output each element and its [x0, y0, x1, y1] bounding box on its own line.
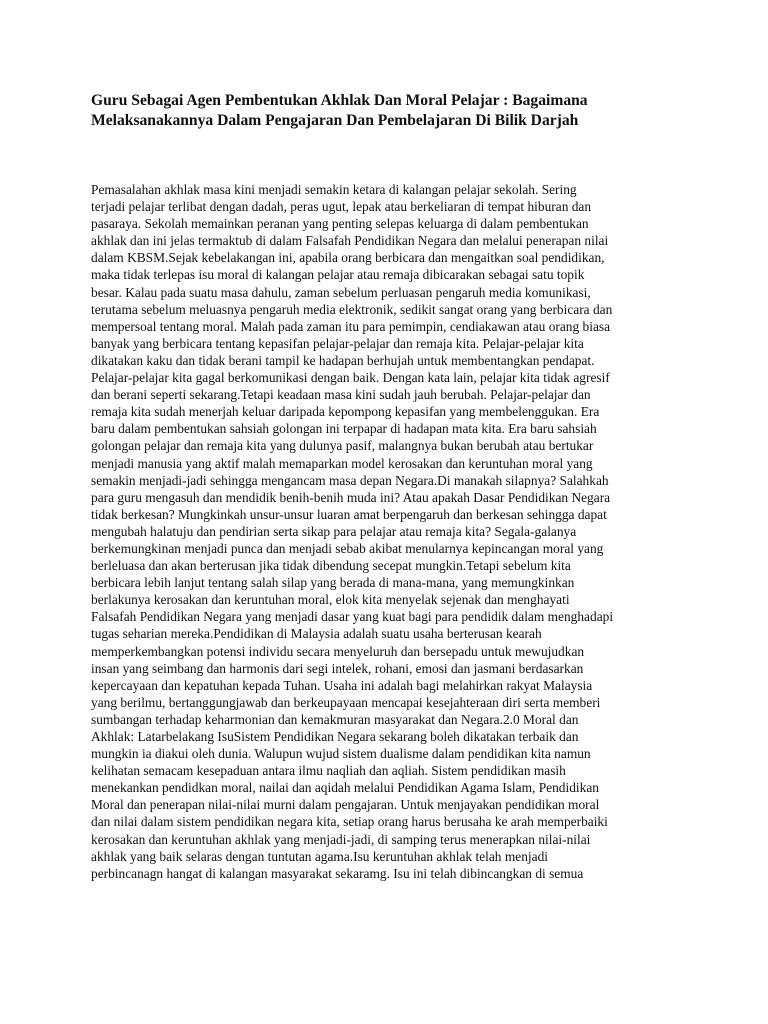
- body-line: kerosakan dan keruntuhan akhlak yang menjadi-jadi, di samping terus menerapkan nilai-nilai: [91, 831, 591, 847]
- body-line: akhlak yang baik selaras dengan tuntutan agama.Isu keruntuhan akhlak telah menjadi: [91, 848, 548, 864]
- body-line: Falsafah Pendidikan Negara yang menjadi dasar yang kuat bagi para pendidik dalam menghadapi: [91, 609, 614, 625]
- body-line: baru dalam pembentukan sahsiah golongan ini terpapar di hadapan mata kita. Era baru sahsiah: [91, 421, 597, 437]
- body-line: tugas seharian mereka.Pendidikan di Malaysia adalah suatu usaha berterusan kearah: [91, 626, 542, 642]
- body-line: golongan pelajar dan remaja kita yang dulunya pasif, malangnya bukan berubah atau bertukar: [91, 438, 594, 454]
- body-line: kepercayaan dan kepatuhan kepada Tuhan. Usaha ini adalah bagi melahirkan rakyat Malaysia: [91, 677, 593, 693]
- body-line: banyak yang berbicara tentang kepasifan pelajar-pelajar dan remaja kita. Pelajar-pelajar kita: [91, 335, 584, 351]
- body-line: kelihatan semacam kesepaduan antara ilmu naqliah dan aqliah. Sistem pendidikan masih: [91, 763, 566, 779]
- body-line: berkemungkinan menjadi punca dan menjadi sebab akibat menularnya kepincangan moral yang: [91, 540, 604, 556]
- body-line: perbincanagn hangat di kalangan masyarakat sekaramg. Isu ini telah dibincangkan di semua: [91, 865, 584, 881]
- body-line: dikatakan kaku dan tidak berani tampil ke hadapan berhujah untuk membentangkan pendapat.: [91, 352, 595, 368]
- body-line: pasaraya. Sekolah memainkan peranan yang penting selepas keluarga di dalam pembentukan: [91, 216, 589, 232]
- document-title: [91, 91, 691, 131]
- body-line: maka tidak terlepas isu moral di kalangan pelajar atau remaja dibicarakan sebagai satu topik: [91, 267, 585, 283]
- body-line: Pemasalahan akhlak masa kini menjadi semakin ketara di kalangan pelajar sekolah. Sering: [91, 182, 577, 197]
- body-line: terutama sebelum meluasnya pengaruh media elektronik, sedikit sangat orang yang berbicara dan: [91, 301, 613, 317]
- body-line: menekankan pendidkan moral, nailai dan aqidah melalui Pendidikan Agama Islam, Pendidikan: [91, 780, 599, 796]
- body-line: tidak berkesan? Mungkinkah unsur-unsur luaran amat berpengaruh dan berkesan sehingga dapat: [91, 506, 607, 522]
- body-line: semakin menjadi-jadi sehingga mengancam masa depan Negara.Di manakah silapnya? Salahkah: [91, 472, 609, 488]
- body-line: berleluasa dan akan berterusan jika tidak dibendung secepat mungkin.Tetapi sebelum kita: [91, 558, 571, 574]
- title-line: Guru Sebagai Agen Pembentukan Akhlak Dan Moral Pelajar : Bagaimana: [91, 92, 588, 109]
- body-line: mengubah halatuju dan pendirian serta sikap para pelajar atau remaja kita? Segala-galanya: [91, 523, 577, 539]
- body-line: mempersoal tentang moral. Malah pada zaman itu para pemimpin, cendiakawan atau orang biasa: [91, 318, 611, 334]
- body-line: memperkembangkan potensi individu secara menyeluruh dan bersepadu untuk mewujudkan: [91, 643, 585, 659]
- body-line: remaja kita sudah menerjah keluar daripada kepompong kepasifan yang membelenggukan. Era: [91, 404, 600, 420]
- body-line: insan yang seimbang dan harmonis dari segi intelek, rohani, emosi dan jasmani berdasarkan: [91, 660, 584, 676]
- document-body: [91, 181, 691, 882]
- body-line: terjadi pelajar terlibat dengan dadah, peras ugut, lepak atau berkeliaran di tempat hiburan dan: [91, 199, 592, 215]
- body-line: Moral dan penerapan nilai-nilai murni dalam pengajaran. Untuk menjayakan pendidikan moral: [91, 797, 600, 813]
- body-line: para guru mengasuh dan mendidik benih-benih muda ini? Atau apakah Dasar Pendidikan Negara: [91, 489, 611, 505]
- body-line: akhlak dan ini jelas termaktub di dalam Falsafah Pendidikan Negara dan melalui penerapan nilai: [91, 233, 609, 249]
- body-line: besar. Kalau pada suatu masa dahulu, zaman sebelum perluasan pengaruh media komunikasi,: [91, 284, 591, 300]
- body-line: sumbangan terhadap keharmonian dan kemakmuran masyarakat dan Negara.2.0 Moral dan: [91, 711, 579, 727]
- body-line: mungkin ia diakui oleh dunia. Walupun wujud sistem dualisme dalam pendidikan kita namun: [91, 746, 591, 762]
- body-line: Akhlak: Latarbelakang IsuSistem Pendidikan Negara sekarang boleh dikatakan terbaik dan: [91, 729, 579, 744]
- body-line: dan berani seperti sekarang.Tetapi keadaan masa kini sudah jauh berubah. Pelajar-pelajar dan: [91, 387, 591, 403]
- body-line: yang berilmu, bertanggungjawab dan berkeupayaan mencapai kesejahteraan diri serta memberi: [91, 694, 601, 710]
- body-line: menjadi manusia yang aktif malah memaparkan model kerosakan dan keruntuhan moral yang: [91, 455, 593, 471]
- body-line: berlakunya kerosakan dan keruntuhan moral, elok kita menyelak sejenak dan menghayati: [91, 592, 570, 608]
- body-line: berbicara lebih lanjut tentang salah silap yang berada di mana-mana, yang memungkinkan: [91, 575, 575, 591]
- body-line: dan nilai dalam sistem pendidikan negara kita, setiap orang harus berusaha ke arah memperbaiki: [91, 814, 608, 830]
- title-line: Melaksanakannya Dalam Pengajaran Dan Pembelajaran Di Bilik Darjah: [91, 112, 579, 129]
- body-line: Pelajar-pelajar kita gagal berkomunikasi dengan baik. Dengan kata lain, pelajar kita tidak agresif: [91, 370, 610, 386]
- body-line: dalam KBSM.Sejak kebelakangan ini, apabila orang berbicara dan mengaitkan soal pendidikan,: [91, 250, 605, 266]
